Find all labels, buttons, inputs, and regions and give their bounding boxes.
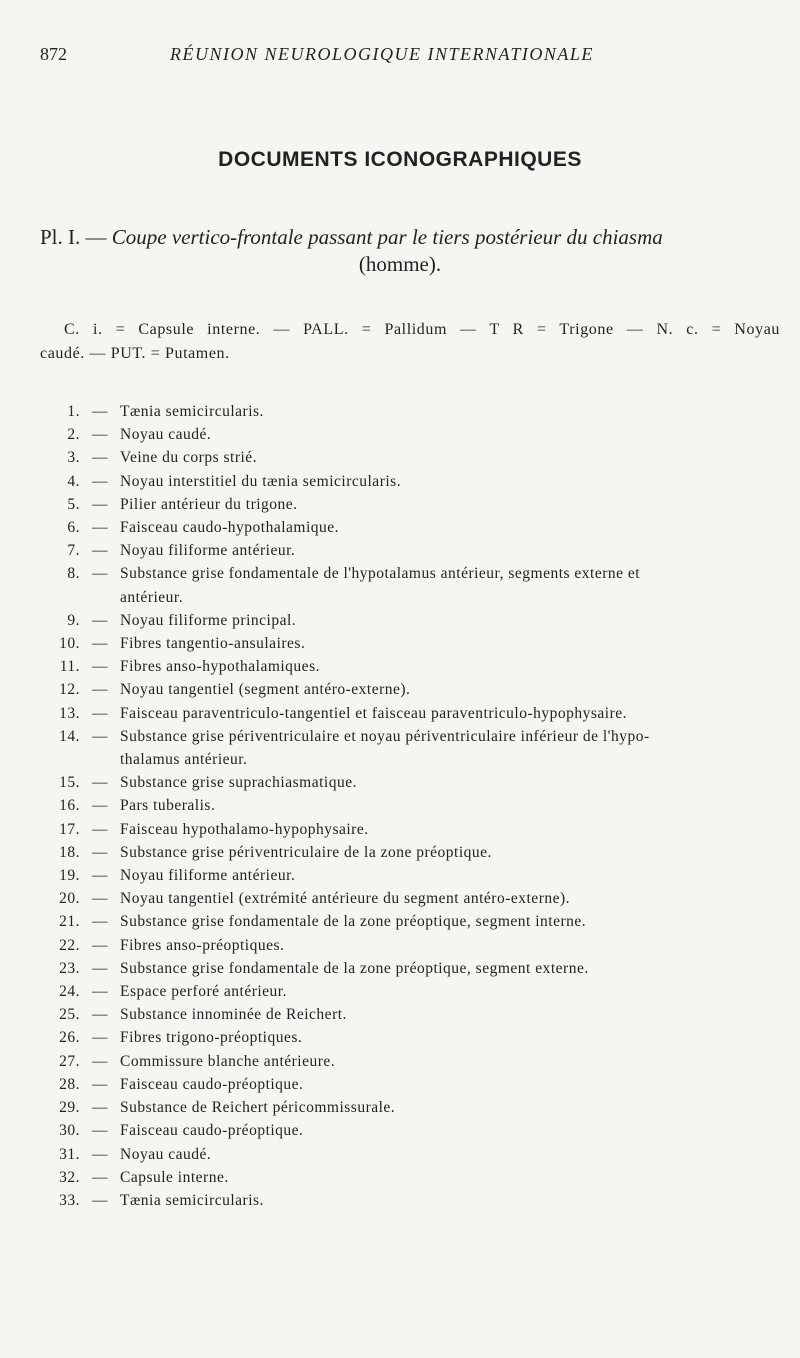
legend-item: [40, 1189, 780, 1212]
legend-text: Substance grise suprachiasmatique.: [120, 774, 357, 792]
legend-number: 23.: [59, 959, 80, 977]
legend-dash: —: [92, 426, 108, 444]
legend-dash: —: [92, 565, 108, 583]
legend-text-continuation: thalamus antérieur.: [120, 751, 248, 769]
legend-item: [40, 1096, 780, 1119]
legend-text: Tænia semicircularis.: [120, 403, 264, 420]
legend-text: Noyau tangentiel (segment antéro-externe).: [120, 681, 411, 699]
journal-title: RÉUNION NEUROLOGIQUE INTERNATIONALE: [170, 44, 594, 64]
legend-item: [40, 516, 780, 539]
legend-item: [40, 632, 780, 655]
legend-dash: —: [92, 542, 108, 560]
legend-item: [40, 841, 780, 864]
legend-dash: —: [92, 1191, 108, 1209]
legend-text: Noyau caudé.: [120, 1145, 212, 1163]
legend-number: 6.: [67, 519, 80, 537]
legend-text: Substance innominée de Reichert.: [120, 1006, 347, 1024]
legend-number: 4.: [67, 472, 80, 490]
legend-dash: —: [92, 983, 108, 1001]
legend-text: Faisceau paraventriculo-tangentiel et faisceau paraventriculo-hypophysaire.: [120, 704, 628, 722]
legend-item: [40, 934, 780, 957]
legend-dash: —: [92, 727, 108, 745]
legend-number: 29.: [59, 1099, 80, 1117]
legend-text: Substance grise périventriculaire de la zone préoptique.: [120, 843, 492, 861]
legend-number: 21.: [59, 913, 80, 931]
legend-text: Pars tuberalis.: [120, 797, 216, 815]
plate-caption: [40, 222, 790, 252]
legend-number: 32.: [59, 1168, 80, 1186]
legend-number: 9.: [67, 611, 80, 629]
legend-text: Substance grise fondamentale de la zone préoptique, segment interne.: [120, 913, 587, 931]
legend-dash: —: [92, 635, 108, 653]
legend-text: Espace perforé antérieur.: [120, 983, 287, 1001]
legend-number: 1.: [67, 403, 80, 420]
legend-number: 27.: [59, 1052, 80, 1070]
legend-number: 12.: [59, 681, 80, 699]
legend-text: Noyau tangentiel (extrémité antérieure du segment antéro-externe).: [120, 890, 571, 908]
legend-dash: —: [92, 774, 108, 792]
legend-text: Substance grise périventriculaire et noyau périventriculaire inférieur de l'hypo-: [120, 727, 650, 745]
legend-number: 33.: [59, 1191, 80, 1209]
legend-item: [40, 562, 780, 608]
legend-text: Substance grise fondamentale de la zone préoptique, segment externe.: [120, 959, 589, 977]
legend-dash: —: [92, 403, 108, 420]
legend-text: Noyau caudé.: [120, 426, 212, 444]
legend-dash: —: [92, 1006, 108, 1024]
legend-text: Fibres trigono-préoptiques.: [120, 1029, 303, 1047]
plate-caption-subject: (homme).: [358, 252, 442, 276]
legend-dash: —: [92, 449, 108, 467]
legend-dash: —: [92, 704, 108, 722]
legend-item: [40, 470, 780, 493]
legend-number: 8.: [67, 565, 80, 583]
legend-number: 26.: [59, 1029, 80, 1047]
legend-item: [40, 678, 780, 701]
legend-item: [40, 423, 780, 446]
legend-text: Veine du corps strié.: [120, 449, 258, 467]
legend-dash: —: [92, 1075, 108, 1093]
legend-dash: —: [92, 820, 108, 838]
abbreviations: [40, 318, 780, 366]
legend-number: 16.: [59, 797, 80, 815]
legend-dash: —: [92, 867, 108, 885]
legend-item: [40, 910, 780, 933]
legend-dash: —: [92, 519, 108, 537]
legend-text: Fibres anso-hypothalamiques.: [120, 658, 320, 676]
legend-dash: —: [92, 1029, 108, 1047]
legend-number: 2.: [67, 426, 80, 444]
legend-dash: —: [92, 472, 108, 490]
legend-dash: —: [92, 913, 108, 931]
legend-number: 14.: [59, 727, 80, 745]
legend-text: Faisceau caudo-préoptique.: [120, 1122, 304, 1140]
plate-caption-text: Coupe vertico-frontale passant par le tiers postérieur du chiasma: [111, 225, 663, 249]
legend-item: [40, 725, 780, 771]
legend-number: 7.: [67, 542, 80, 560]
legend-number: 24.: [59, 983, 80, 1001]
legend-number: 28.: [59, 1075, 80, 1093]
legend-number: 19.: [59, 867, 80, 885]
legend-text: Faisceau caudo-hypothalamique.: [120, 519, 340, 537]
legend-dash: —: [92, 495, 108, 513]
legend-item: [40, 539, 780, 562]
legend-item: [40, 1143, 780, 1166]
legend-dash: —: [92, 658, 108, 676]
legend-number: 25.: [59, 1006, 80, 1024]
legend-number: 30.: [59, 1122, 80, 1140]
legend-dash: —: [92, 936, 108, 954]
legend-item: [40, 887, 780, 910]
legend-dash: —: [92, 611, 108, 629]
legend-text: Pilier antérieur du trigone.: [120, 495, 298, 513]
legend-text: Faisceau hypothalamo-hypophysaire.: [120, 820, 369, 838]
legend-text: Tænia semicircularis.: [120, 1191, 264, 1209]
legend-item: [40, 446, 780, 469]
legend-item: [40, 1166, 780, 1189]
page-number: 872: [40, 44, 67, 64]
legend-number: 13.: [59, 704, 80, 722]
running-head: [40, 44, 780, 68]
legend-item: [40, 818, 780, 841]
legend-dash: —: [92, 797, 108, 815]
legend-text: Noyau filiforme antérieur.: [120, 542, 296, 560]
legend-number: 20.: [59, 890, 80, 908]
legend-dash: —: [92, 1168, 108, 1186]
legend-text: Fibres anso-préoptiques.: [120, 936, 285, 954]
legend-number: 3.: [67, 449, 80, 467]
legend-item: [40, 609, 780, 632]
legend-number: 17.: [59, 820, 80, 838]
legend-dash: —: [92, 1122, 108, 1140]
abbreviations-line-1: C. i. = Capsule interne. — PALL. = Pallidum — T R = Trigone — N. c. = Noyau: [64, 321, 780, 338]
legend-text: Commissure blanche antérieure.: [120, 1052, 336, 1070]
legend-text-continuation: antérieur.: [120, 588, 184, 606]
legend-text: Substance grise fondamentale de l'hypotalamus antérieur, segments externe et: [120, 565, 641, 583]
legend-item: [40, 1073, 780, 1096]
legend-text: Substance de Reichert péricommissurale.: [120, 1099, 396, 1117]
legend-item: [40, 864, 780, 887]
legend-item: [40, 702, 780, 725]
legend-text: Noyau interstitiel du tænia semicircularis.: [120, 472, 402, 490]
legend-item: [40, 794, 780, 817]
legend-text: Capsule interne.: [120, 1168, 229, 1186]
legend-item: [40, 400, 780, 423]
legend-text: Fibres tangentio-ansulaires.: [120, 635, 306, 653]
legend-number: 11.: [59, 658, 80, 676]
legend-dash: —: [92, 959, 108, 977]
legend-item: [40, 1026, 780, 1049]
legend-list: [40, 400, 780, 1212]
legend-item: [40, 655, 780, 678]
legend-text: Noyau filiforme principal.: [120, 611, 297, 629]
legend-item: [40, 771, 780, 794]
abbreviations-line-2: caudé. — PUT. = Putamen.: [40, 345, 230, 362]
legend-number: 31.: [59, 1145, 80, 1163]
legend-dash: —: [92, 1145, 108, 1163]
legend-dash: —: [92, 681, 108, 699]
legend-dash: —: [92, 1052, 108, 1070]
legend-text: Faisceau caudo-préoptique.: [120, 1075, 304, 1093]
legend-number: 22.: [59, 936, 80, 954]
legend-item: [40, 1003, 780, 1026]
section-title: DOCUMENTS ICONOGRAPHIQUES: [218, 148, 582, 171]
legend-number: 15.: [59, 774, 80, 792]
legend-dash: —: [92, 890, 108, 908]
legend-number: 10.: [59, 635, 80, 653]
legend-text: Noyau filiforme antérieur.: [120, 867, 296, 885]
legend-number: 18.: [59, 843, 80, 861]
legend-dash: —: [92, 843, 108, 861]
legend-item: [40, 1050, 780, 1073]
legend-item: [40, 1119, 780, 1142]
legend-number: 5.: [67, 495, 80, 513]
legend-dash: —: [92, 1099, 108, 1117]
legend-item: [40, 957, 780, 980]
legend-item: [40, 980, 780, 1003]
legend-item: [40, 493, 780, 516]
plate-label: Pl. I. —: [40, 225, 107, 249]
